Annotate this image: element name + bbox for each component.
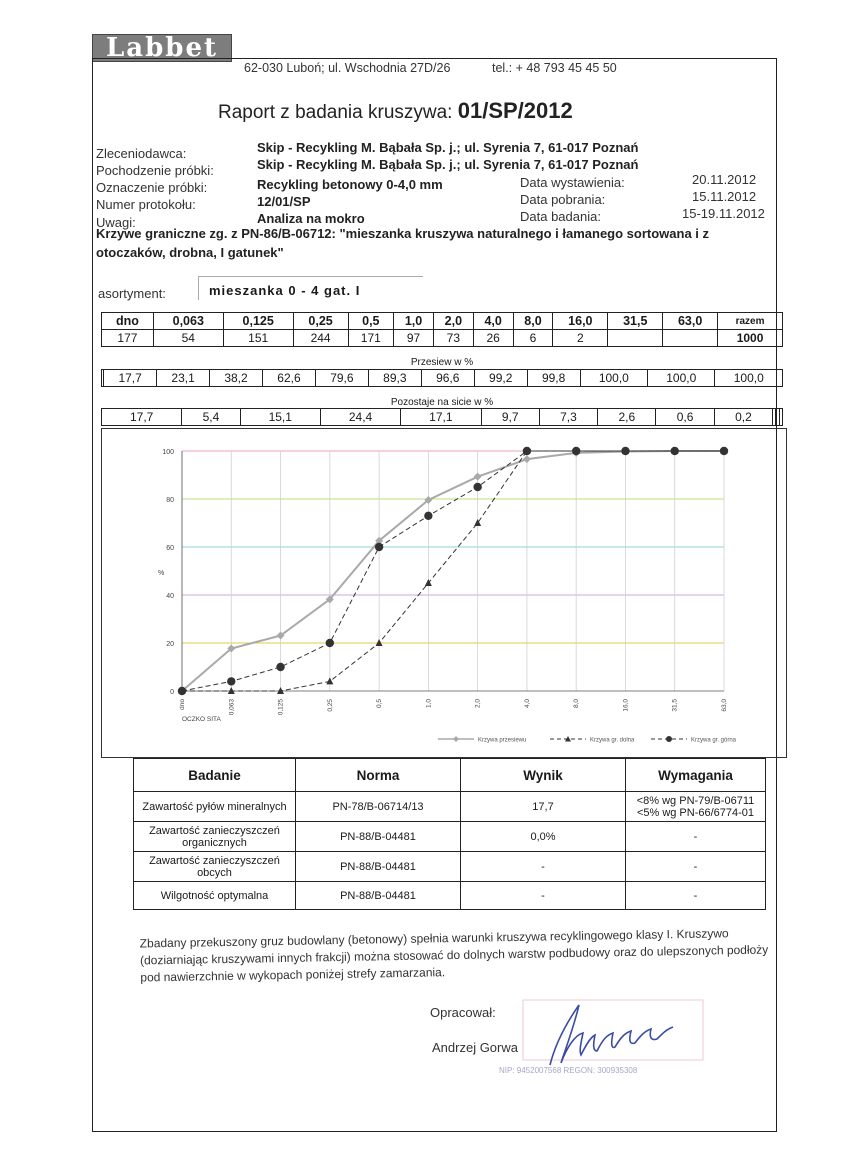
report-title	[218, 98, 573, 124]
sieve-mass-cell: 97	[394, 330, 434, 347]
y-tick-label: 80	[166, 497, 174, 504]
data-point	[424, 512, 432, 520]
data-point	[572, 447, 580, 455]
sieve-passing-cell: 100,0	[580, 370, 647, 387]
sieve-passing-cell: 17,7	[104, 370, 157, 387]
sieve-passing-cell: 62,6	[262, 370, 315, 387]
legend-marker	[453, 736, 459, 742]
sieve-retained-table	[101, 408, 783, 426]
sieve-retained-cell: 15,1	[240, 409, 320, 426]
y-tick-label: 20	[166, 641, 174, 648]
sieve-mass-cell: 6	[513, 330, 553, 347]
x-tick-label: 8,0	[573, 699, 581, 709]
sieve-passing-cell: 23,1	[157, 370, 210, 387]
data-point	[375, 543, 383, 551]
test-requirement: -	[626, 822, 766, 852]
test-norm: PN-88/B-04481	[296, 822, 461, 852]
x-tick-label: 0,063	[228, 699, 236, 716]
sieve-passing-table	[101, 369, 783, 387]
data-point	[473, 483, 481, 491]
data-point	[720, 447, 728, 455]
sieve-size-header: 0,5	[348, 313, 394, 330]
assortment-value: mieszanka 0 - 4 gat. I	[198, 276, 423, 300]
y-tick-label: 60	[166, 545, 174, 552]
sieve-retained-cell: 5,4	[182, 409, 240, 426]
data-point	[621, 447, 629, 455]
sieve-mass-cell	[608, 330, 663, 347]
assortment-label: asortyment:	[98, 286, 166, 301]
sampling-date-label: Data pobrania:	[520, 192, 606, 207]
sieve-size-header: 8,0	[513, 313, 553, 330]
y-tick-label: 0	[170, 689, 174, 696]
y-tick-label: 100	[162, 449, 174, 456]
test-norm: PN-78/B-06714/13	[296, 792, 461, 822]
sieve-size-header: dno	[102, 313, 154, 330]
sieve-retained-cell: 17,1	[401, 409, 481, 426]
sample-id-label: Oznaczenie próbki:	[96, 180, 208, 195]
stamp-outline	[523, 1000, 703, 1060]
sieve-size-header: 0,25	[293, 313, 348, 330]
x-tick-label: dno	[179, 699, 186, 710]
table-row	[134, 882, 766, 910]
sieve-retained-cell: 7,3	[539, 409, 597, 426]
sample-origin-label: Pochodzenie próbki:	[96, 163, 214, 178]
data-point	[178, 687, 186, 695]
data-point	[227, 677, 235, 685]
sieve-retained-cell: 17,7	[102, 409, 182, 426]
sieve-mass-row	[102, 330, 783, 347]
data-point	[523, 447, 531, 455]
issue-date-value: 20.11.2012	[692, 172, 757, 187]
sieve-size-header: 63,0	[663, 313, 718, 330]
sieve-header-row	[102, 313, 783, 330]
sieve-passing-cell: 89,3	[368, 370, 421, 387]
y-axis-label: %	[158, 570, 165, 577]
sieve-mass-cell: 54	[153, 330, 223, 347]
sieve-mass-cell: 177	[102, 330, 154, 347]
sieve-passing-cell: 38,2	[210, 370, 263, 387]
test-result: -	[461, 882, 626, 910]
test-result: 0,0%	[461, 822, 626, 852]
x-tick-label: 0,5	[376, 699, 384, 709]
data-point	[326, 677, 333, 684]
notes-label: Uwagi:	[96, 215, 136, 230]
x-tick-label: 16,0	[622, 699, 630, 712]
test-norm: PN-88/B-04481	[296, 882, 461, 910]
grading-chart-frame	[101, 428, 787, 758]
table-row	[134, 822, 766, 852]
sample-id-value: Recykling betonowy 0-4,0 mm	[257, 177, 443, 192]
series-line	[182, 451, 724, 691]
sieve-passing-cell: 79,6	[315, 370, 368, 387]
data-point	[376, 639, 383, 646]
client-value: Skip - Recykling M. Bąbała Sp. j.; ul. Syrenia 7, 61-017 Poznań	[257, 140, 639, 155]
conclusion-text: Zbadany przekuszony gruz budowlany (betonowy) spełnia warunki kruszywa recyklingowego klasy I. Kruszywo (doziarniając kruszywami innych frakcji) można stosować do dolnych warstw podbudowy oraz do ulepszonych podłoży pod nawierzchnie w wykopach poniżej strefy zamarzania.	[139, 926, 769, 985]
header-wymagania: Wymagania	[626, 759, 766, 792]
test-name: Zawartość zanieczyszczeń obcych	[134, 852, 296, 882]
test-date-value: 15-19.11.2012	[682, 206, 765, 221]
report-title-prefix: Raport z badania kruszywa:	[218, 102, 453, 123]
sieve-size-header: razem	[718, 313, 783, 330]
test-name: Wilgotność optymalna	[134, 882, 296, 910]
sieve-mass-cell: 26	[473, 330, 513, 347]
retained-label: Pozostaje na sicie w %	[390, 397, 494, 408]
legend-label: Krzywa przesiewu	[478, 737, 527, 744]
header-norma: Norma	[296, 759, 461, 792]
sieve-passing-cell: 99,8	[527, 370, 580, 387]
grading-chart	[102, 429, 786, 757]
test-requirement: <8% wg PN-79/B-06711 <5% wg PN-66/6774-01	[626, 792, 766, 822]
table-row	[134, 792, 766, 822]
passing-label: Przesiew w %	[410, 357, 474, 368]
x-tick-label: 31,5	[671, 699, 679, 712]
sieve-mass-cell: 1000	[718, 330, 783, 347]
legend-label: Krzywa gr. górna	[691, 737, 737, 744]
test-requirement: -	[626, 852, 766, 882]
sampling-date-value: 15.11.2012	[692, 189, 757, 204]
notes-value: Analiza na mokro	[257, 211, 365, 226]
sieve-size-header: 4,0	[473, 313, 513, 330]
sieve-mass-cell: 73	[433, 330, 473, 347]
test-result: 17,7	[461, 792, 626, 822]
sieve-size-header: 2,0	[433, 313, 473, 330]
x-tick-label: 0,25	[326, 699, 334, 712]
data-point	[671, 447, 679, 455]
signature-stamp	[495, 995, 735, 1085]
sieve-retained-cell: 24,4	[320, 409, 400, 426]
sieve-passing-cell: 100,0	[715, 370, 783, 387]
sieve-mass-cell: 244	[293, 330, 348, 347]
data-point	[523, 455, 531, 463]
sieve-retained-cell: 2,6	[598, 409, 656, 426]
sieve-retained-row	[102, 409, 783, 426]
legend-marker	[666, 736, 672, 742]
sieve-mass-cell: 171	[348, 330, 394, 347]
sieve-size-header: 1,0	[394, 313, 434, 330]
test-requirement: -	[626, 882, 766, 910]
requirements-table	[133, 758, 766, 910]
issue-date-label: Data wystawienia:	[520, 175, 625, 190]
sieve-retained-cell: 0,2	[714, 409, 772, 426]
data-point	[474, 473, 482, 481]
sieve-mass-table	[101, 312, 783, 347]
header-wynik: Wynik	[461, 759, 626, 792]
test-name: Zawartość pyłów mineralnych	[134, 792, 296, 822]
sample-origin-value: Skip - Recykling M. Bąbała Sp. j.; ul. Syrenia 7, 61-017 Poznań	[257, 157, 639, 172]
sieve-retained-cell: 9,7	[481, 409, 539, 426]
stamp-nip-text: NIP: 9452007568 REGON: 300935308	[499, 1066, 638, 1075]
data-point	[326, 639, 334, 647]
report-number: 01/SP/2012	[457, 98, 573, 123]
protocol-number-value: 12/01/SP	[257, 194, 311, 209]
legend-label: Krzywa gr. dolna	[590, 737, 635, 744]
sieve-mass-cell: 151	[223, 330, 293, 347]
series-line	[182, 451, 724, 691]
sieve-retained-cell	[779, 409, 782, 426]
sieve-size-header: 16,0	[553, 313, 608, 330]
x-axis-label: OCZKO SITA	[182, 716, 221, 723]
test-norm: PN-88/B-04481	[296, 852, 461, 882]
table-row	[134, 852, 766, 882]
x-tick-label: 1,0	[425, 699, 433, 709]
sieve-size-header: 0,125	[223, 313, 293, 330]
x-tick-label: 2,0	[474, 699, 482, 709]
x-tick-label: 63,0	[721, 699, 728, 712]
sieve-mass-cell	[663, 330, 718, 347]
sieve-mass-cell: 2	[553, 330, 608, 347]
company-address: 62-030 Luboń; ul. Wschodnia 27D/26	[244, 61, 451, 75]
limit-curves-note: Krzywe graniczne zg. z PN-86/B-06712: "mieszanka kruszywa naturalnego i łamanego sortowana i z otoczaków, drobna, I gatunek"	[96, 226, 710, 260]
data-point	[276, 663, 284, 671]
sieve-size-header: 31,5	[608, 313, 663, 330]
requirements-header-row	[134, 759, 766, 792]
test-date-label: Data badania:	[520, 209, 601, 224]
prepared-by-label: Opracował:	[430, 1005, 496, 1020]
protocol-number-label: Numer protokołu:	[96, 197, 196, 212]
x-tick-label: 0,125	[277, 699, 285, 716]
sieve-size-header: 0,063	[153, 313, 223, 330]
company-phone: tel.: + 48 793 45 45 50	[492, 61, 617, 75]
prepared-by-name: Andrzej Gorwa	[432, 1040, 518, 1055]
sieve-passing-cell: 96,6	[421, 370, 474, 387]
y-tick-label: 40	[166, 593, 174, 600]
sieve-passing-cell: 99,2	[474, 370, 527, 387]
sieve-passing-row	[102, 370, 783, 387]
test-name: Zawartość zanieczyszczeń organicznych	[134, 822, 296, 852]
client-label: Zleceniodawca:	[96, 146, 187, 161]
company-logo: Labbet	[92, 34, 232, 62]
series-line	[182, 451, 724, 691]
test-result: -	[461, 852, 626, 882]
sieve-passing-cell: 100,0	[648, 370, 715, 387]
handwritten-signature	[550, 1005, 673, 1065]
sieve-retained-cell: 0,6	[656, 409, 714, 426]
x-tick-label: 4,0	[523, 699, 531, 709]
header-badanie: Badanie	[134, 759, 296, 792]
